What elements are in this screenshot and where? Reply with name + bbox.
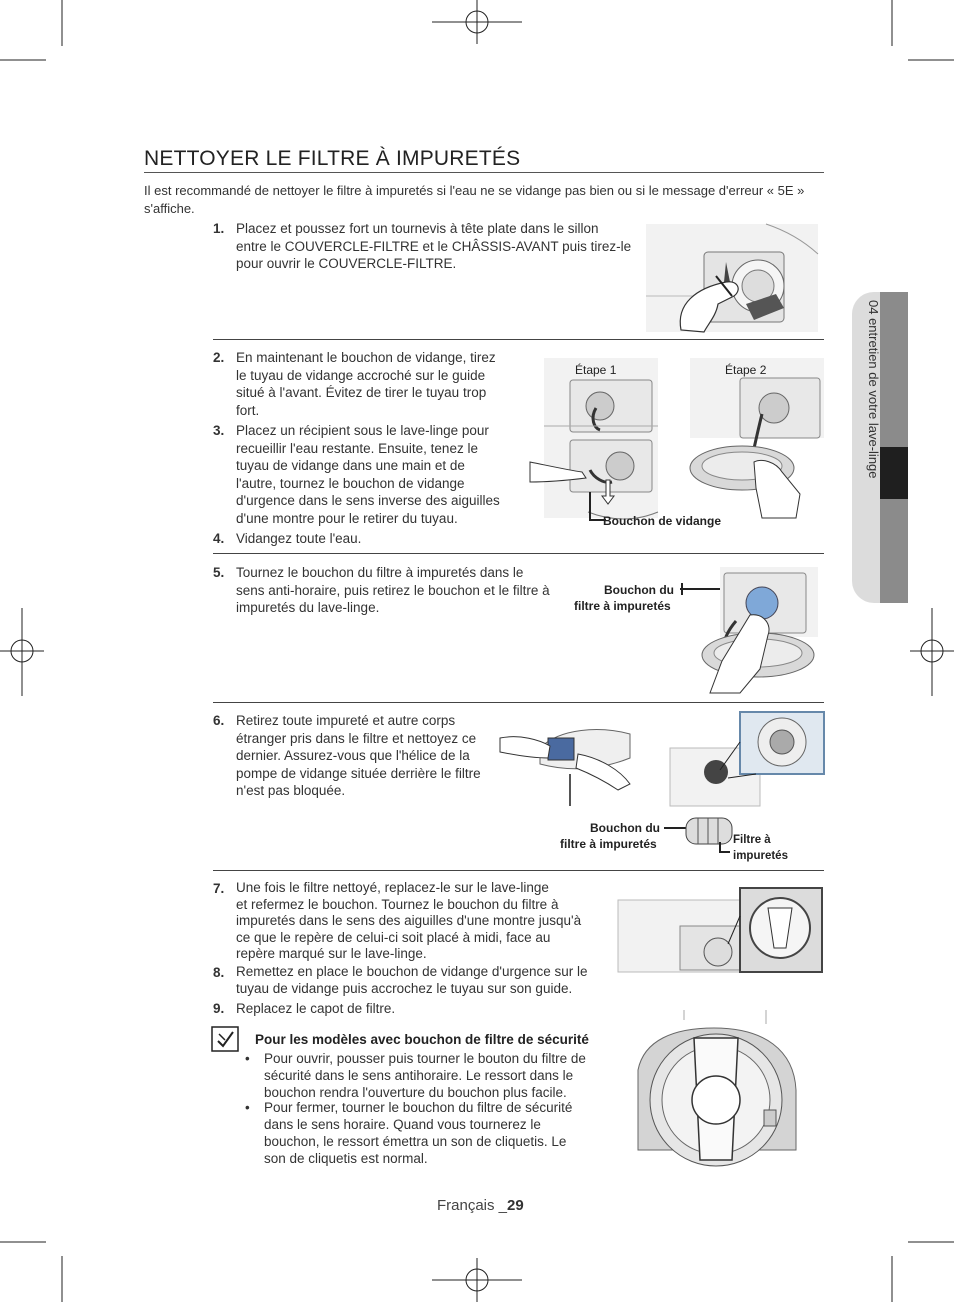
step-line: En maintenant le bouchon de vidange, tirez xyxy=(236,350,496,365)
page-title: NETTOYER LE FILTRE À IMPURETÉS xyxy=(144,147,521,170)
step-line: Placez et poussez fort un tournevis à tête plate dans le sillon xyxy=(236,221,599,236)
bullet-line: bouchon, le ressort émettra un son de cliquetis. Le xyxy=(264,1134,567,1149)
intro-text: Il est recommandé de nettoyer le filtre à impuretés si l'eau ne se vidange pas bien ou si le message d'erreur « 5E » s'affiche. xyxy=(144,183,805,216)
step-line: repère marqué sur le lave-linge. xyxy=(236,946,427,961)
title-divider xyxy=(144,172,824,173)
step-line: étranger pris dans le filtre et nettoyez ce xyxy=(236,730,477,746)
step-2 xyxy=(213,349,523,419)
page-footer xyxy=(437,1197,524,1214)
step-number: 3. xyxy=(213,423,225,438)
step-number: 1. xyxy=(213,221,225,236)
step-line: d'urgence dans le sens inverse des aiguilles xyxy=(236,493,500,508)
bullet-line: sécurité dans le sens antihoraire. Le ressort dans le xyxy=(264,1068,574,1083)
step-line: ce que le repère de celui-ci soit placé à midi, face au xyxy=(236,929,551,945)
step-line: pompe de vidange située derrière le filtre xyxy=(236,765,481,781)
etape1-label: Étape 1 xyxy=(575,363,617,377)
step-line: entre le COUVERCLE-FILTRE et le CHÂSSIS-AVANT puis tirez-le xyxy=(236,238,632,254)
step-line: Replacez le capot de filtre. xyxy=(236,1001,396,1016)
step-line: impuretés dans le sens des aiguilles d'une montre jusqu'à xyxy=(236,913,582,928)
step-number: 9. xyxy=(213,1001,225,1016)
section-divider xyxy=(213,339,824,340)
step-7 xyxy=(213,880,613,968)
step-line: impuretés du lave-linge. xyxy=(236,600,380,615)
section-divider xyxy=(213,702,824,703)
step-line: et refermez le bouchon. Tournez le bouchon du filtre à xyxy=(236,896,559,912)
step-6 xyxy=(213,712,503,802)
bouchon-filtre-label-b-line1: Bouchon du xyxy=(590,821,660,835)
illustration-impeller-check xyxy=(670,712,826,808)
illustration-clean-filter xyxy=(500,718,650,808)
step-line: dernier. Assurez-vous que l'hélice de la xyxy=(236,748,470,763)
note-title: Pour les modèles avec bouchon de filtre de sécurité xyxy=(255,1032,589,1047)
bullet-line: dans le sens horaire. Quand vous tournerez le xyxy=(264,1117,541,1132)
illustration-filter-part xyxy=(664,812,744,852)
step-line: recueillir l'eau restante. Ensuite, tenez le xyxy=(236,440,478,456)
filtre-label-line1: Filtre à xyxy=(733,834,771,846)
step-line: tuyau de vidange puis accrochez le tuyau sur son guide. xyxy=(236,980,573,996)
step-line: le tuyau de vidange accroché sur le guide xyxy=(236,367,486,383)
step-number: 5. xyxy=(213,565,225,580)
chapter-tab-marker xyxy=(880,447,908,499)
step-3 xyxy=(213,422,523,528)
step-line: Remettez en place le bouchon de vidange d'urgence sur le xyxy=(236,964,588,979)
step-line: pour ouvrir le COUVERCLE-FILTRE. xyxy=(236,256,457,271)
step-line: Retirez toute impureté et autre corps xyxy=(236,713,456,728)
step-line: n'est pas bloquée. xyxy=(236,783,346,798)
step-number: 2. xyxy=(213,350,225,365)
step-number: 6. xyxy=(213,713,225,728)
illustration-remove-filter xyxy=(680,565,820,695)
step-line: situé à l'avant. Évitez de tirer le tuyau trop xyxy=(236,385,487,400)
bouchon-filtre-label-b-line2: filtre à impuretés xyxy=(560,837,657,851)
chapter-tab-label: 04 entretien de votre lave-linge xyxy=(866,300,881,479)
step-5 xyxy=(213,564,573,618)
illustration-drain-step2 xyxy=(690,358,826,518)
bouchon-filtre-label-line2: filtre à impuretés xyxy=(574,599,671,613)
section-divider xyxy=(213,870,824,871)
step-number: 4. xyxy=(213,531,225,546)
footer-language: Français _ xyxy=(437,1197,508,1214)
step-8 xyxy=(213,964,613,1000)
step-number: 8. xyxy=(213,965,225,980)
illustration-safety-filter-cap xyxy=(634,1010,804,1170)
bouchon-vidange-label: Bouchon de vidange xyxy=(603,514,722,528)
section-divider xyxy=(213,553,824,554)
etape2-label: Étape 2 xyxy=(725,363,767,377)
step-line: tuyau de vidange dans une main et de xyxy=(236,458,465,473)
bullet-line: bouchon rendra l'ouverture du bouchon plus facile. xyxy=(264,1085,567,1100)
step-line: Vidangez toute l'eau. xyxy=(236,531,362,546)
illustration-refit-filter xyxy=(618,886,824,976)
bouchon-filtre-label-line1: Bouchon du xyxy=(604,583,674,597)
step-line: Placez un récipient sous le lave-linge pour xyxy=(236,423,489,438)
step-line: l'autre, tournez le bouchon de vidange xyxy=(236,475,465,491)
page-number: 29 xyxy=(507,1197,524,1214)
step-line: Une fois le filtre nettoyé, replacez-le sur le lave-linge xyxy=(236,880,549,895)
bullet-line: son de cliquetis est normal. xyxy=(264,1151,428,1166)
bullet-line: Pour fermer, tourner le bouchon du filtre de sécurité xyxy=(264,1100,573,1115)
filtre-label-line2: impuretés xyxy=(733,850,788,862)
illustration-open-filter-cover xyxy=(646,224,818,332)
step-line: d'une montre pour le retirer du tuyau. xyxy=(236,510,458,526)
bullet-line: Pour ouvrir, pousser puis tourner le bouton du filtre de xyxy=(264,1051,586,1066)
step-1 xyxy=(213,220,653,280)
step-line: fort. xyxy=(236,402,260,418)
step-number: 7. xyxy=(213,881,225,896)
step-line: sens anti-horaire, puis retirez le bouchon et le filtre à xyxy=(236,582,550,598)
step-line: Tournez le bouchon du filtre à impuretés dans le xyxy=(236,565,524,580)
step-9 xyxy=(213,1000,613,1018)
step-4 xyxy=(213,530,523,548)
note-icon xyxy=(211,1026,239,1052)
